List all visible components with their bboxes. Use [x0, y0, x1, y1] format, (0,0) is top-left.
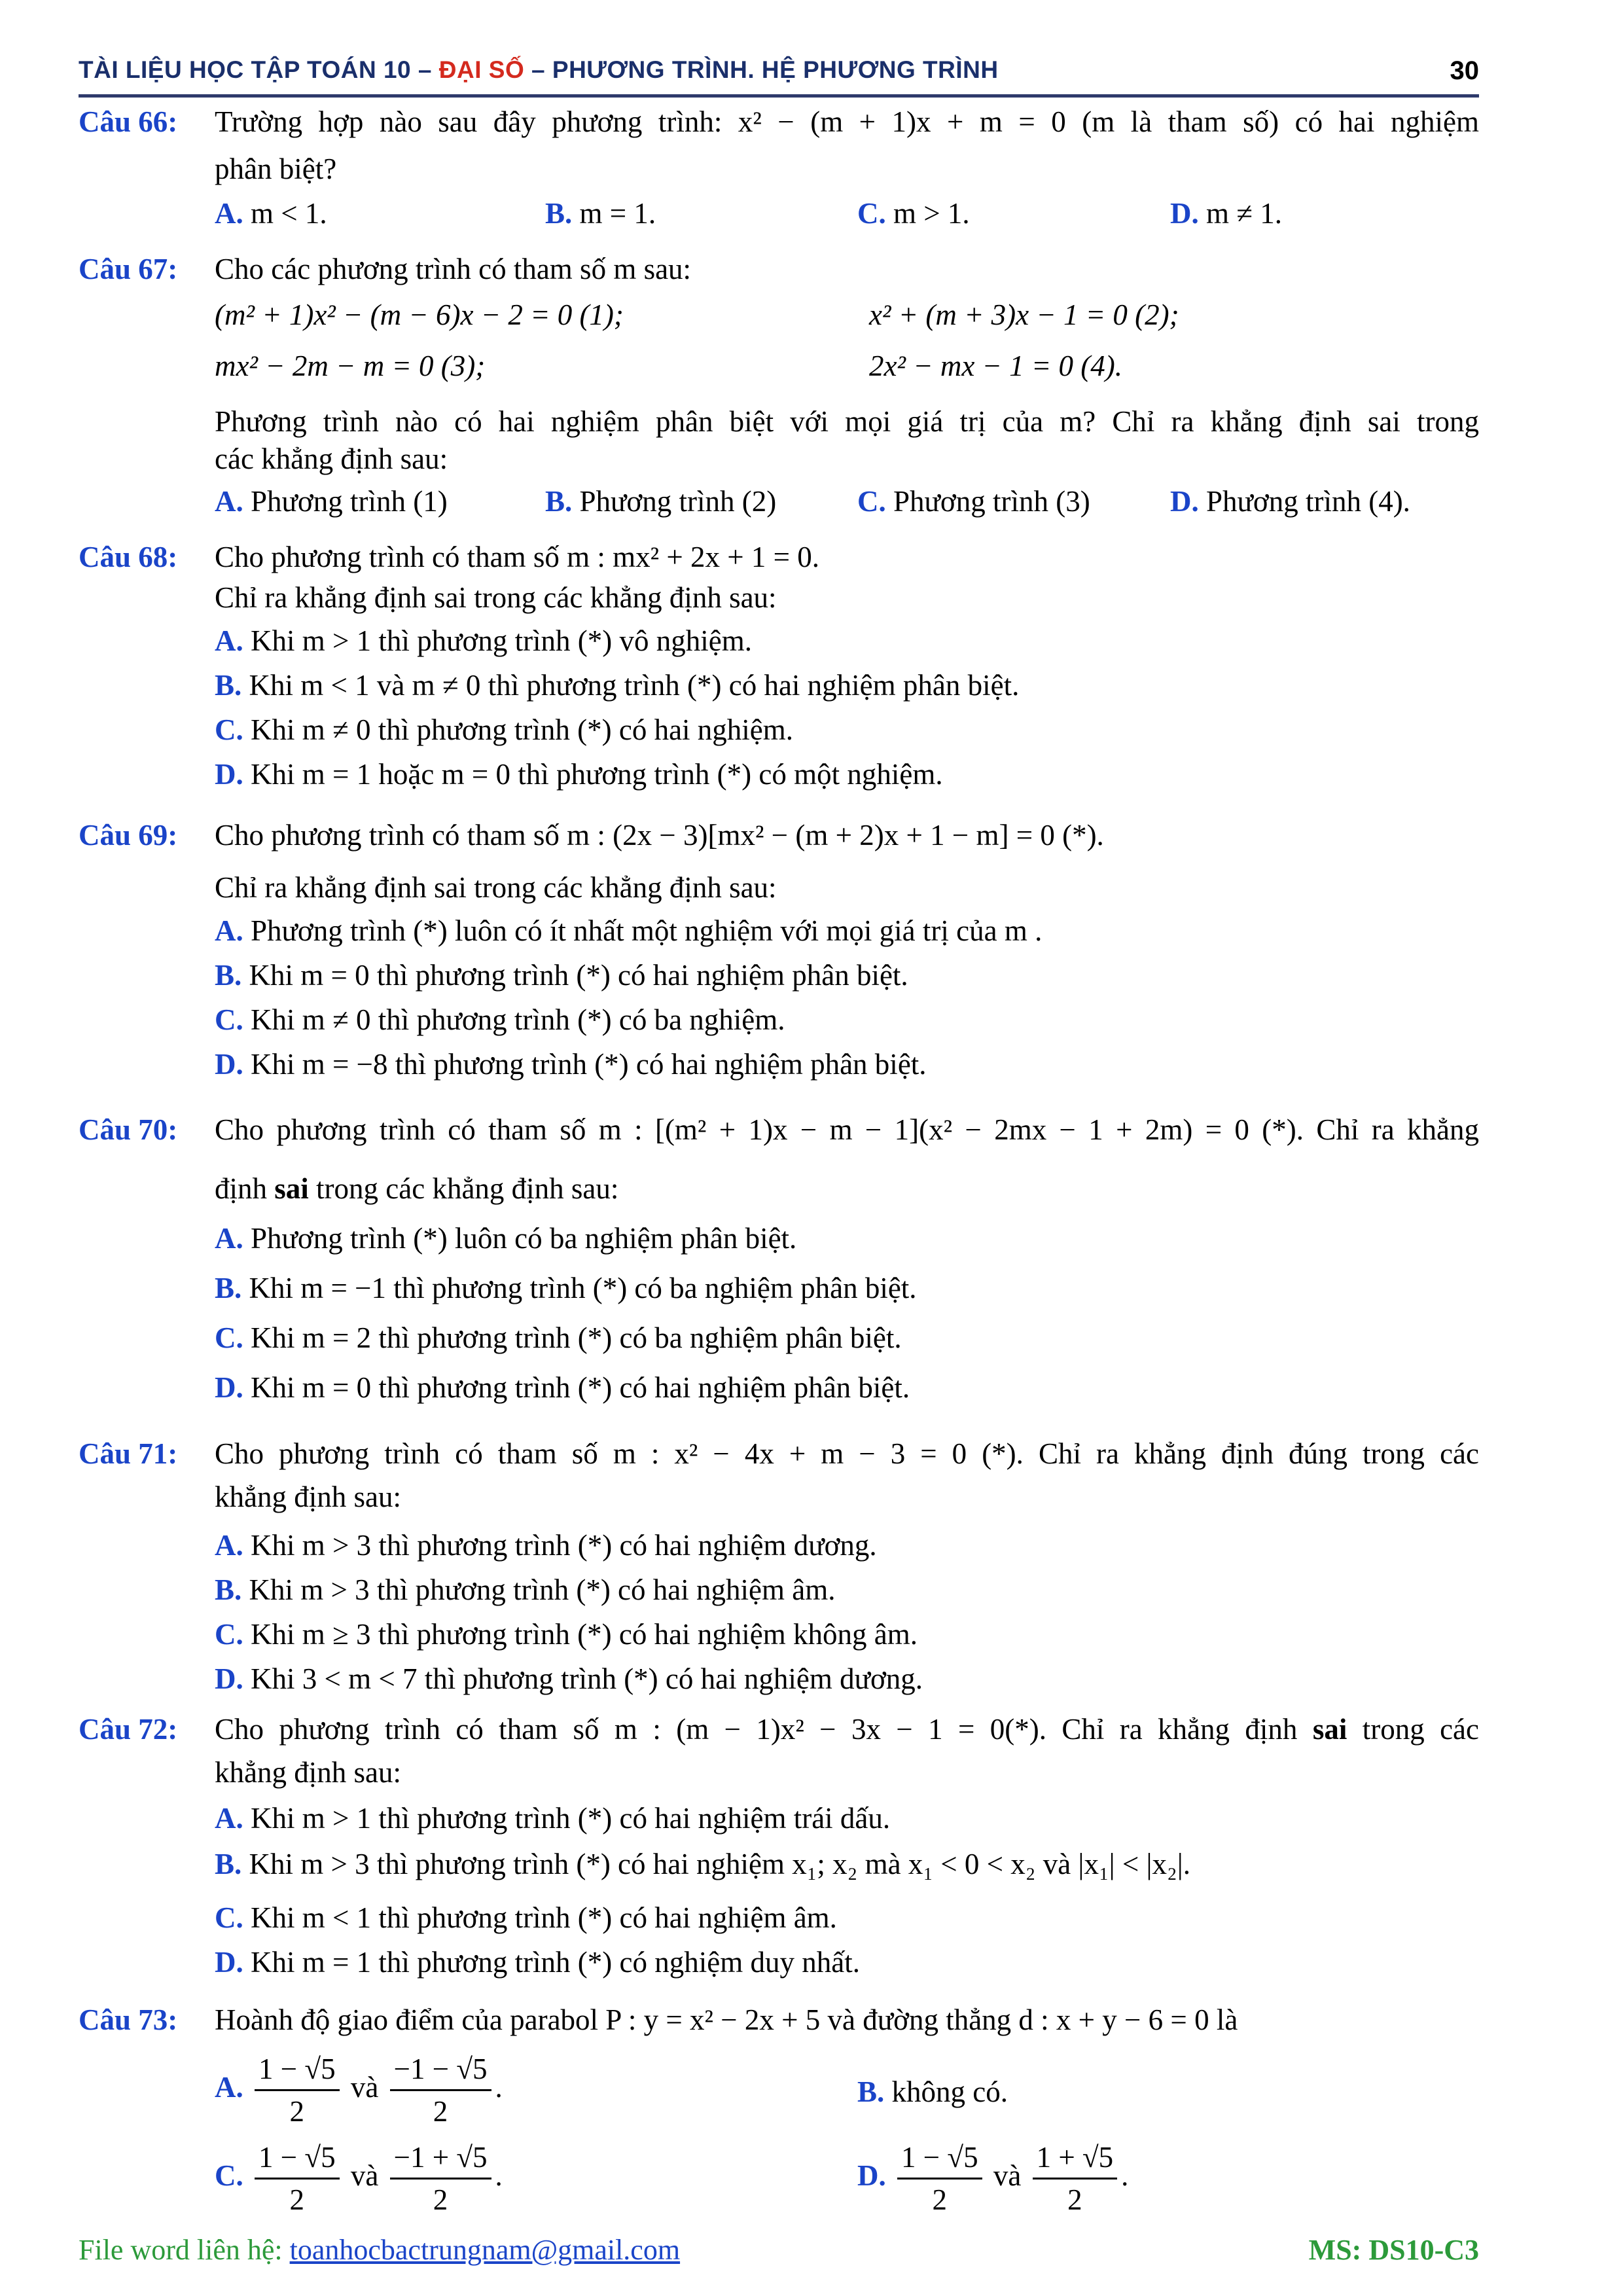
fraction-numerator: −1 + √5 [390, 2137, 491, 2179]
fraction [255, 2137, 340, 2220]
option-b[interactable] [215, 668, 1019, 702]
text-part: định [215, 1172, 275, 1205]
text-part: trong các [1347, 1713, 1479, 1746]
fraction-denominator: 2 [932, 2183, 948, 2216]
option-b[interactable] [545, 196, 656, 230]
question-text: Trường hợp nào sau đây phương trình: x² − (m + 1)x + m = 0 (m là tham số) có hai nghiệm [215, 105, 1479, 138]
question-text: Cho phương trình có tham số m : (2x − 3)[mx² − (m + 2)x + 1 − m] = 0 (*). [215, 819, 1104, 852]
option-letter: D. [215, 1662, 243, 1695]
fraction-numerator: 1 − √5 [255, 2137, 340, 2179]
question-label: Câu 71: [79, 1437, 178, 1470]
option-b[interactable] [545, 484, 776, 518]
option-d[interactable] [215, 1662, 923, 1696]
option-letter: A. [215, 1529, 243, 1562]
footer-prefix: File word liên hệ: [79, 2234, 290, 2266]
option-letter: C. [215, 1618, 243, 1651]
conjunction: và [350, 2070, 379, 2104]
option-letter: B. [215, 1573, 242, 1606]
header-title-rest: – PHƯƠNG TRÌNH. HỆ PHƯƠNG TRÌNH [524, 56, 999, 83]
emphasis-sai: sai [1312, 1713, 1347, 1746]
question-label: Câu 69: [79, 819, 178, 852]
option-letter: A. [215, 197, 243, 230]
option-a[interactable] [215, 484, 448, 518]
header-title-part: ĐẠI SỐ [438, 56, 525, 83]
emphasis-sai: sai [274, 1172, 309, 1205]
page-header [79, 51, 1479, 98]
option-b[interactable] [215, 958, 908, 992]
question-text: Cho phương trình có tham số m : [(m² + 1)x − m − 1](x² − 2mx − 1 + 2m) = 0 (*). Chỉ ra khẳng [215, 1113, 1479, 1146]
question-label: Câu 72: [79, 1713, 178, 1746]
option-a[interactable] [215, 1801, 890, 1835]
fraction [897, 2137, 982, 2220]
option-d[interactable] [857, 2137, 1128, 2220]
option-letter: D. [215, 1946, 243, 1979]
fraction-denominator: 2 [289, 2095, 305, 2128]
question-label: Câu 66: [79, 105, 178, 138]
option-letter: A. [215, 2070, 243, 2104]
equation-3: mx² − 2m − m = 0 (3); [215, 350, 486, 382]
question-label: Câu 70: [79, 1113, 178, 1146]
page-footer [79, 2233, 1479, 2272]
fraction-numerator: −1 − √5 [390, 2049, 491, 2091]
question-label: Câu 68: [79, 541, 178, 573]
document-code: MS: DS10-C3 [1308, 2234, 1479, 2266]
option-d[interactable] [215, 1945, 860, 1979]
fraction [1033, 2137, 1118, 2220]
option-text: Khi m = 0 thì phương trình (*) có hai nghiệm phân biệt. [249, 959, 908, 992]
header-title-main: TÀI LIỆU HỌC TẬP TOÁN 10 – [79, 56, 439, 83]
fraction-numerator: 1 − √5 [897, 2137, 982, 2179]
question-text: Cho phương trình có tham số m : mx² + 2x + 1 = 0. [215, 541, 820, 573]
equation-4: 2x² − mx − 1 = 0 (4). [869, 350, 1123, 382]
option-text: Khi m ≠ 0 thì phương trình (*) có ba nghiệm. [251, 1003, 785, 1036]
conjunction: và [993, 2159, 1022, 2192]
question-text: Chỉ ra khẳng định sai trong các khẳng định sau: [215, 581, 777, 614]
option-letter: C. [215, 2159, 243, 2192]
option-a[interactable] [215, 2049, 503, 2132]
option-a[interactable] [215, 1528, 877, 1562]
question-text: phân biệt? [215, 152, 337, 185]
option-c[interactable] [215, 713, 793, 747]
option-letter: D. [1170, 197, 1199, 230]
period: . [1121, 2159, 1129, 2192]
option-letter: A. [215, 485, 243, 518]
option-c[interactable] [215, 1003, 785, 1037]
option-c[interactable] [857, 484, 1090, 518]
option-letter: C. [215, 1003, 243, 1036]
option-text: Phương trình (4). [1206, 485, 1410, 518]
option-text: Phương trình (*) luôn có ít nhất một nghiệm với mọi giá trị của m . [251, 914, 1043, 947]
option-letter: A. [215, 1802, 243, 1835]
question-text: khẳng định sau: [215, 1756, 401, 1789]
question-text [215, 1172, 618, 1206]
option-text: Phương trình (*) luôn có ba nghiệm phân biệt. [251, 1222, 797, 1255]
option-letter: D. [215, 758, 243, 791]
option-c[interactable] [215, 1321, 902, 1355]
option-text: Khi m > 3 thì phương trình (*) có hai nghiệm âm. [249, 1573, 836, 1606]
equation-2: x² + (m + 3)x − 1 = 0 (2); [869, 298, 1179, 331]
period: . [495, 2159, 503, 2192]
option-text: Khi 3 < m < 7 thì phương trình (*) có hai nghiệm dương. [251, 1662, 923, 1695]
option-text: Khi m = 0 thì phương trình (*) có hai nghiệm phân biệt. [251, 1371, 910, 1404]
option-text: m < 1. [251, 197, 327, 230]
option-letter: B. [545, 485, 573, 518]
option-letter: A. [215, 624, 243, 657]
question-text [215, 1712, 1479, 1746]
text-part: trong các khẳng định sau: [308, 1172, 619, 1205]
option-text: Phương trình (2) [579, 485, 777, 518]
text-part: Cho phương trình có tham số m : (m − 1)x² − 3x − 1 = 0(*). Chỉ ra khẳng định [215, 1713, 1313, 1746]
fraction-denominator: 2 [433, 2095, 448, 2128]
page-number: 30 [1450, 56, 1479, 85]
option-text: Khi m = −1 thì phương trình (*) có ba nghiệm phân biệt. [249, 1272, 917, 1304]
option-b[interactable] [215, 1573, 835, 1607]
option-text: Khi m < 1 thì phương trình (*) có hai nghiệm âm. [251, 1901, 837, 1934]
question-text: Chỉ ra khẳng định sai trong các khẳng định sau: [215, 871, 777, 904]
fraction-numerator: 1 + √5 [1033, 2137, 1118, 2179]
fraction-numerator: 1 − √5 [255, 2049, 340, 2091]
option-text: Phương trình (1) [251, 485, 448, 518]
option-letter: B. [215, 959, 242, 992]
option-letter: C. [215, 713, 243, 746]
question-label: Câu 73: [79, 2003, 178, 2036]
option-letter: B. [545, 197, 573, 230]
option-d[interactable] [215, 1047, 927, 1081]
fraction [255, 2049, 340, 2132]
option-a[interactable] [215, 914, 1042, 948]
question-text: Cho phương trình có tham số m : x² − 4x + m − 3 = 0 (*). Chỉ ra khẳng định đúng trong các [215, 1437, 1479, 1470]
option-text: Phương trình (3) [893, 485, 1090, 518]
option-text: m > 1. [893, 197, 970, 230]
option-letter: B. [215, 1848, 242, 1880]
option-text: Khi m = −8 thì phương trình (*) có hai nghiệm phân biệt. [251, 1048, 927, 1081]
option-a[interactable] [215, 1221, 796, 1255]
question-text: Cho các phương trình có tham số m sau: [215, 253, 692, 285]
option-d[interactable] [215, 1371, 910, 1405]
option-text: Khi m < 1 và m ≠ 0 thì phương trình (*) có hai nghiệm phân biệt. [249, 669, 1020, 702]
option-letter: C. [215, 1321, 243, 1354]
option-c[interactable] [215, 2137, 503, 2220]
option-letter: D. [215, 1048, 243, 1081]
header-title [79, 56, 999, 84]
email-link[interactable]: toanhocbactrungnam@gmail.com [289, 2234, 681, 2266]
option-letter: C. [857, 197, 886, 230]
conjunction: và [350, 2159, 379, 2192]
option-d[interactable] [1170, 484, 1410, 518]
fraction-denominator: 2 [433, 2183, 448, 2216]
option-text: m ≠ 1. [1206, 197, 1282, 230]
option-letter: A. [215, 1222, 243, 1255]
fraction-denominator: 2 [289, 2183, 305, 2216]
option-letter: D. [857, 2159, 886, 2192]
question-text: khẳng định sau: [215, 1480, 401, 1513]
footer-contact [79, 2233, 680, 2267]
option-b[interactable] [215, 1847, 1190, 1881]
option-text: Khi m > 3 thì phương trình (*) có hai nghiệm dương. [251, 1529, 877, 1562]
question-text: Phương trình nào có hai nghiệm phân biệt với mọi giá trị của m? Chỉ ra khẳng định sai trong [215, 405, 1479, 438]
option-letter: C. [215, 1901, 243, 1934]
option-c[interactable] [857, 196, 970, 230]
fraction [390, 2137, 491, 2220]
question-text: các khẳng định sau: [215, 442, 448, 475]
option-letter: C. [857, 485, 886, 518]
option-b[interactable] [857, 2075, 1008, 2109]
option-text: Khi m = 1 hoặc m = 0 thì phương trình (*) có một nghiệm. [251, 758, 943, 791]
option-text: Khi m = 2 thì phương trình (*) có ba nghiệm phân biệt. [251, 1321, 902, 1354]
question-text: Hoành độ giao điểm của parabol P : y = x² − 2x + 5 và đường thẳng d : x + y − 6 = 0 là [215, 2003, 1238, 2036]
option-a[interactable] [215, 196, 327, 230]
option-c[interactable] [215, 1901, 837, 1935]
question-label: Câu 67: [79, 253, 178, 285]
equation-1: (m² + 1)x² − (m − 6)x − 2 = 0 (1); [215, 298, 624, 331]
option-letter: B. [215, 669, 242, 702]
option-letter: D. [1170, 485, 1199, 518]
option-text: Khi m = 1 thì phương trình (*) có nghiệm duy nhất. [251, 1946, 860, 1979]
option-text: Khi m > 1 thì phương trình (*) vô nghiệm. [251, 624, 753, 657]
option-letter: A. [215, 914, 243, 947]
option-text: Khi m > 3 thì phương trình (*) có hai nghiệm x₁; x₂ mà x₁ < 0 < x₂ và |x₁| < |x₂|. [249, 1848, 1190, 1880]
option-text: Khi m ≠ 0 thì phương trình (*) có hai nghiệm. [251, 713, 794, 746]
option-d[interactable] [215, 757, 943, 791]
option-b[interactable] [215, 1271, 917, 1305]
fraction [390, 2049, 491, 2132]
option-text: Khi m > 1 thì phương trình (*) có hai nghiệm trái dấu. [251, 1802, 891, 1835]
option-text: Khi m ≥ 3 thì phương trình (*) có hai nghiệm không âm. [251, 1618, 918, 1651]
option-a[interactable] [215, 624, 752, 658]
option-letter: D. [215, 1371, 243, 1404]
period: . [495, 2070, 503, 2104]
option-letter: B. [215, 1272, 242, 1304]
option-d[interactable] [1170, 196, 1282, 230]
option-text: không có. [891, 2075, 1008, 2108]
option-c[interactable] [215, 1617, 918, 1651]
fraction-denominator: 2 [1067, 2183, 1082, 2216]
option-text: m = 1. [579, 197, 656, 230]
option-letter: B. [857, 2075, 885, 2108]
